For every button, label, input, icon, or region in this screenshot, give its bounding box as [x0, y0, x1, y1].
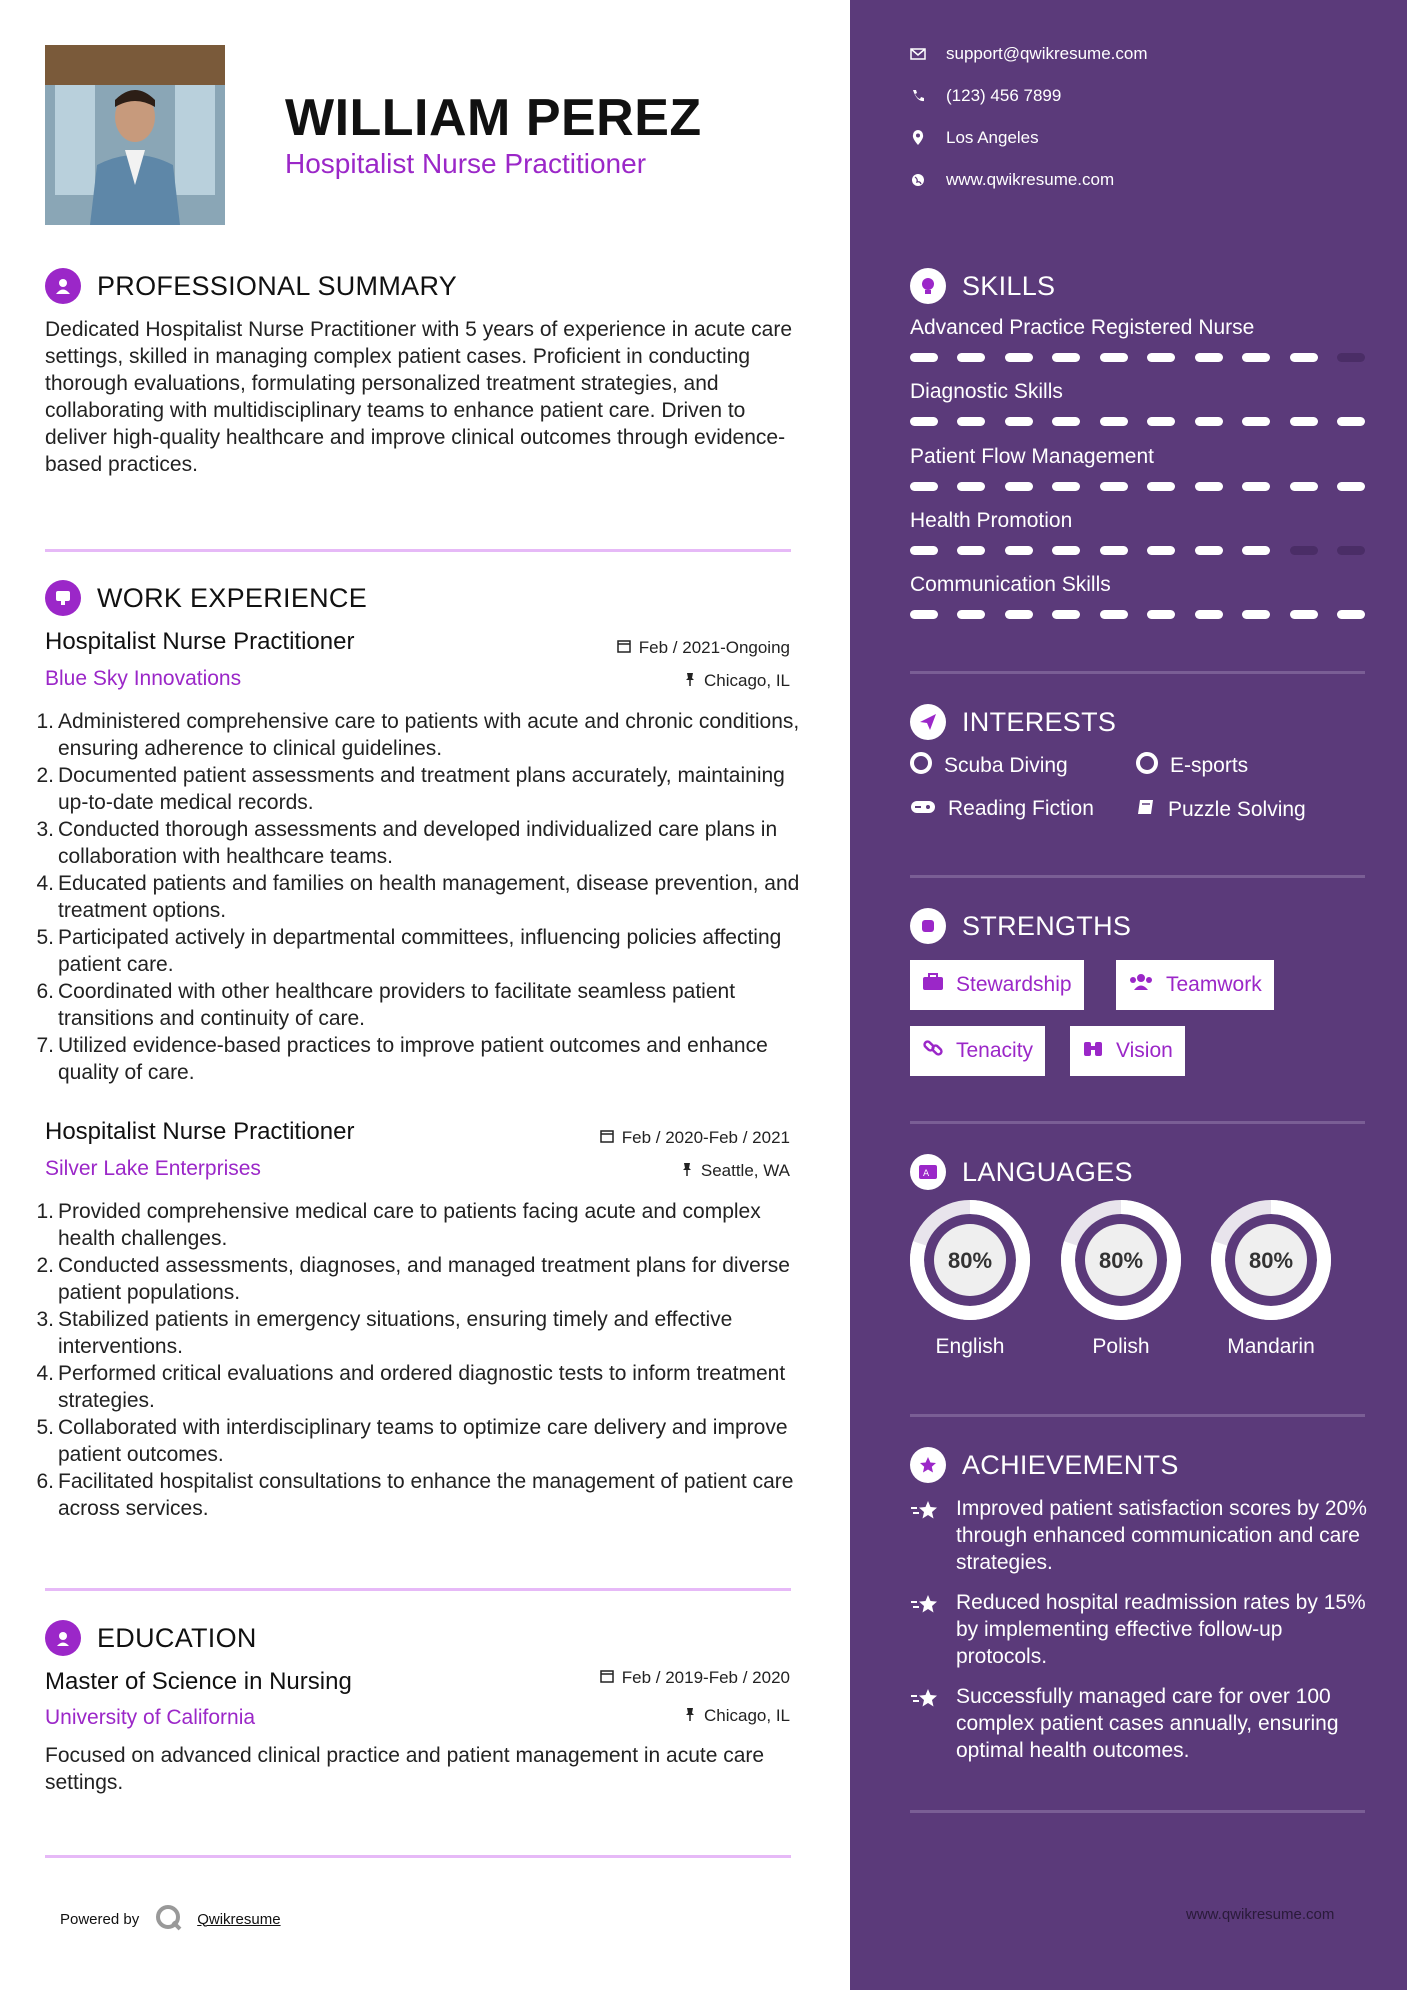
- star-icon: [910, 1495, 940, 1576]
- brand-link[interactable]: Qwikresume: [197, 1910, 281, 1928]
- achievements-heading: ACHIEVEMENTS: [962, 1449, 1179, 1480]
- summary-header: [45, 268, 457, 304]
- list-item: 2. Documented patient assessments and treatment plans accurately, maintaining up-to-date medical records.: [36, 764, 785, 814]
- skill-level-dash: [1337, 417, 1365, 426]
- language-ring: [1211, 1200, 1331, 1320]
- job-location: [684, 671, 790, 691]
- skill-level-dash: [1005, 546, 1033, 555]
- skill-meter: [910, 546, 1365, 555]
- skill-level-dash: [1337, 610, 1365, 619]
- skill-level-dash: [1147, 610, 1175, 619]
- star-icon: [910, 1589, 940, 1670]
- pin-icon: [684, 1706, 696, 1726]
- user-icon: [45, 268, 81, 304]
- globe-icon: [910, 172, 926, 188]
- envelope-icon: [910, 46, 926, 62]
- candidate-title: Hospitalist Nurse Practitioner: [285, 148, 647, 179]
- calendar-icon: [600, 1668, 614, 1688]
- list-item: 2. Conducted assessments, diagnoses, and managed treatment plans for diverse patient populations.: [36, 1254, 790, 1304]
- job-title: Hospitalist Nurse Practitioner: [45, 628, 355, 655]
- skill-level-dash: [1290, 482, 1318, 491]
- skill-level-dash: [1005, 417, 1033, 426]
- pin-icon: [681, 1161, 693, 1181]
- contact-location: Los Angeles: [910, 128, 1039, 148]
- skill-level-dash: [1195, 546, 1223, 555]
- gamepad-icon: [910, 797, 936, 821]
- list-item: 3. Conducted thorough assessments and developed individualized care plans in collaboration with healthcare teams.: [36, 818, 778, 868]
- users-icon: [1128, 973, 1154, 997]
- profile-photo: [45, 45, 225, 225]
- skill-level-dash: [957, 546, 985, 555]
- footer: [60, 1902, 281, 1936]
- section-divider: [45, 1588, 791, 1591]
- education-description: Focused on advanced clinical practice and patient management in acute care settings.: [45, 1744, 765, 1794]
- skill-level-dash: [1052, 353, 1080, 362]
- skill-level-dash: [1147, 353, 1175, 362]
- achievements-header: [910, 1447, 1179, 1483]
- skill-meter: [910, 482, 1365, 491]
- skill-level-dash: [1052, 417, 1080, 426]
- sidebar-divider: [910, 875, 1365, 878]
- skill-level-dash: [1337, 482, 1365, 491]
- skill-level-dash: [1147, 482, 1175, 491]
- skill-level-dash: [1290, 546, 1318, 555]
- calendar-icon: [617, 638, 631, 658]
- interests-header: [910, 704, 1116, 740]
- graduation-icon: [45, 1620, 81, 1656]
- list-item: 4. Educated patients and families on health management, disease prevention, and treatment options.: [36, 872, 800, 922]
- calendar-icon: [600, 1128, 614, 1148]
- list-item: 6. Facilitated hospitalist consultations to enhance the management of patient care across services.: [36, 1470, 794, 1520]
- paper-plane-icon: [910, 704, 946, 740]
- skill-level-dash: [910, 482, 938, 491]
- footer-site[interactable]: www.qwikresume.com: [1186, 1906, 1335, 1923]
- strength-tag: Stewardship: [910, 960, 1084, 1010]
- interest-item: E-sports: [1136, 752, 1248, 780]
- interest-item: Reading Fiction: [910, 797, 1094, 821]
- map-pin-icon: [910, 130, 926, 146]
- pin-icon: [684, 671, 696, 691]
- achievement-item: Improved patient satisfaction scores by 20% through enhanced communication and care strategies.: [910, 1495, 1370, 1576]
- experience-header: [45, 580, 367, 616]
- svg-text:A: A: [923, 1169, 930, 1179]
- job-company: Blue Sky Innovations: [45, 667, 242, 690]
- skill-level-dash: [1052, 482, 1080, 491]
- skill-level-dash: [1195, 417, 1223, 426]
- skill-level-dash: [1242, 417, 1270, 426]
- strengths-header: [910, 908, 1131, 944]
- school-name: University of California: [45, 1706, 256, 1729]
- skill-level-dash: [1242, 610, 1270, 619]
- list-item: 3. Stabilized patients in emergency situations, ensuring timely and effective interventions.: [36, 1308, 733, 1358]
- language-percent-label: 80%: [947, 1248, 993, 1273]
- list-item: 5. Participated actively in departmental committees, influencing policies affecting patient care.: [36, 926, 782, 976]
- achievement-item: Reduced hospital readmission rates by 15% by implementing effective follow-up protocols.: [910, 1589, 1370, 1670]
- sidebar-divider: [910, 671, 1365, 674]
- fist-icon: [910, 908, 946, 944]
- skill-level-dash: [910, 610, 938, 619]
- job-title: Hospitalist Nurse Practitioner: [45, 1118, 355, 1145]
- job-company: Silver Lake Enterprises: [45, 1157, 261, 1180]
- skill-level-dash: [1052, 546, 1080, 555]
- job-dates-text: Feb / 2021-Ongoing: [638, 638, 790, 657]
- language-name: Polish: [1092, 1335, 1150, 1358]
- sidebar-divider: [910, 1810, 1365, 1813]
- skill-level-dash: [1337, 353, 1365, 362]
- skill-level-dash: [1100, 417, 1128, 426]
- skill-level-dash: [1100, 353, 1128, 362]
- strength-tag: Teamwork: [1116, 960, 1274, 1010]
- skill-level-dash: [1290, 417, 1318, 426]
- languages-header: [910, 1154, 1133, 1190]
- skill-level-dash: [910, 417, 938, 426]
- skill-level-dash: [1195, 482, 1223, 491]
- skill-label: Patient Flow Management: [910, 445, 1154, 468]
- qwikresume-logo-icon: [153, 1902, 183, 1936]
- list-item: 4. Performed critical evaluations and ordered diagnostic tests to inform treatment strategies.: [36, 1362, 786, 1412]
- education-header: [45, 1620, 257, 1656]
- list-item: 1. Administered comprehensive care to patients with acute and chronic conditions, ensuring adherence to clinical guidelines.: [36, 710, 800, 760]
- book-icon: [1136, 797, 1156, 823]
- education-dates: [600, 1668, 790, 1688]
- education-location: [684, 1706, 790, 1726]
- language-ring: [910, 1200, 1030, 1320]
- degree-title: Master of Science in Nursing: [45, 1668, 352, 1695]
- powered-by-label: Powered by: [60, 1910, 140, 1928]
- job-location: [681, 1161, 790, 1181]
- star-badge-icon: [910, 1447, 946, 1483]
- skill-level-dash: [1242, 482, 1270, 491]
- lightbulb-icon: [910, 268, 946, 304]
- strength-tag: Vision: [1070, 1026, 1185, 1076]
- language-icon: [910, 1154, 946, 1190]
- candidate-name: WILLIAM PEREZ: [285, 89, 702, 147]
- job-dates: [600, 1128, 790, 1148]
- phone-icon: [910, 88, 926, 104]
- skill-level-dash: [1005, 482, 1033, 491]
- skill-level-dash: [957, 482, 985, 491]
- job-location-text: Seattle, WA: [700, 1161, 790, 1180]
- skill-level-dash: [957, 353, 985, 362]
- star-icon: [910, 1683, 940, 1764]
- summary-text: Dedicated Hospitalist Nurse Practitioner with 5 years of experience in acute care settings, skilled in managing complex patient cases. Proficient in conducting thorough evaluations, formulating personalized treatment strategies, and collaborating with multidisciplinary teams to enhance patient care. Driven to deliver high-quality healthcare and improve clinical outcomes through evidence-based practices.: [45, 318, 793, 476]
- skill-level-dash: [1005, 353, 1033, 362]
- skill-level-dash: [1052, 610, 1080, 619]
- language-ring: [1061, 1200, 1181, 1320]
- education-location-text: Chicago, IL: [704, 1706, 790, 1725]
- life-ring-icon: [1136, 752, 1158, 780]
- job-dates-text: Feb / 2020-Feb / 2021: [621, 1128, 790, 1147]
- language-name: Mandarin: [1227, 1335, 1315, 1358]
- skill-level-dash: [957, 610, 985, 619]
- contact-email[interactable]: support@qwikresume.com: [910, 44, 1148, 64]
- skill-meter: [910, 353, 1365, 362]
- language-percent-label: 80%: [1098, 1248, 1144, 1273]
- skill-level-dash: [1290, 610, 1318, 619]
- skill-label: Health Promotion: [910, 509, 1073, 532]
- skill-level-dash: [1242, 353, 1270, 362]
- list-item: 1. Provided comprehensive medical care to patients facing acute and complex health challenges.: [36, 1200, 761, 1250]
- life-ring-icon: [910, 752, 932, 780]
- strengths-heading: STRENGTHS: [962, 910, 1132, 941]
- skill-meter: [910, 610, 1365, 619]
- skill-level-dash: [910, 353, 938, 362]
- skill-level-dash: [1195, 610, 1223, 619]
- link-icon: [922, 1037, 944, 1065]
- skill-level-dash: [1242, 546, 1270, 555]
- interest-item: Puzzle Solving: [1136, 797, 1306, 823]
- skill-label: Advanced Practice Registered Nurse: [910, 316, 1255, 339]
- job-bullets: [36, 1198, 805, 1522]
- skill-meter: [910, 417, 1365, 426]
- job-bullets: [36, 708, 805, 1086]
- job-location-text: Chicago, IL: [704, 671, 790, 690]
- skill-level-dash: [1100, 546, 1128, 555]
- skills-heading: SKILLS: [962, 270, 1056, 301]
- skill-level-dash: [1195, 353, 1223, 362]
- interest-item: Scuba Diving: [910, 752, 1068, 780]
- skill-level-dash: [1147, 417, 1175, 426]
- list-item: 5. Collaborated with interdisciplinary teams to optimize care delivery and improve patient outcomes.: [36, 1416, 788, 1466]
- summary-heading: PROFESSIONAL SUMMARY: [97, 270, 458, 301]
- skill-label: Communication Skills: [910, 573, 1111, 596]
- education-dates-text: Feb / 2019-Feb / 2020: [621, 1668, 790, 1687]
- briefcase-icon: [922, 973, 944, 997]
- skills-header: [910, 268, 1055, 304]
- experience-heading: WORK EXPERIENCE: [97, 582, 368, 613]
- skill-level-dash: [1147, 546, 1175, 555]
- sidebar-divider: [910, 1414, 1365, 1417]
- list-item: 6. Coordinated with other healthcare providers to facilitate seamless patient transitions and continuity of care.: [36, 980, 736, 1030]
- skill-level-dash: [910, 546, 938, 555]
- section-divider: [45, 549, 791, 552]
- skill-level-dash: [957, 417, 985, 426]
- skill-level-dash: [1290, 353, 1318, 362]
- skill-level-dash: [1005, 610, 1033, 619]
- language-percent-label: 80%: [1248, 1248, 1294, 1273]
- strength-tag: Tenacity: [910, 1026, 1045, 1076]
- interests-heading: INTERESTS: [962, 706, 1117, 737]
- skill-label: Diagnostic Skills: [910, 380, 1063, 403]
- education-heading: EDUCATION: [97, 1622, 257, 1653]
- job-dates: [617, 638, 790, 658]
- binoculars-icon: [1082, 1038, 1104, 1064]
- contact-website[interactable]: www.qwikresume.com: [910, 170, 1114, 190]
- contact-phone[interactable]: (123) 456 7899: [910, 86, 1061, 106]
- skill-level-dash: [1100, 610, 1128, 619]
- skill-level-dash: [1337, 546, 1365, 555]
- briefcase-icon: [45, 580, 81, 616]
- achievement-item: Successfully managed care for over 100 complex patient cases annually, ensuring optimal health outcomes.: [910, 1683, 1370, 1764]
- languages-heading: LANGUAGES: [962, 1156, 1133, 1187]
- sidebar-divider: [910, 1121, 1365, 1124]
- skill-level-dash: [1100, 482, 1128, 491]
- language-name: English: [935, 1335, 1005, 1358]
- section-divider: [45, 1855, 791, 1858]
- list-item: 7. Utilized evidence-based practices to improve patient outcomes and enhance quality of care.: [36, 1034, 768, 1084]
